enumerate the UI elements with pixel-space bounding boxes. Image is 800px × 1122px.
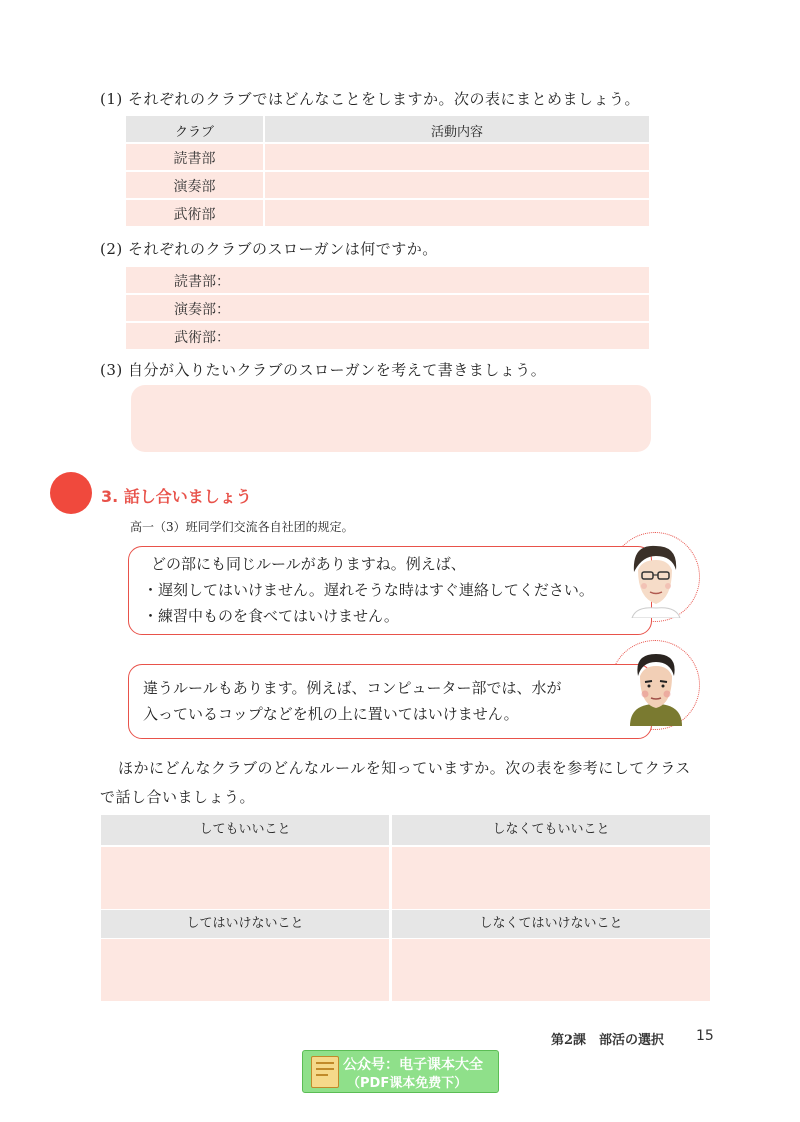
discussion-line-1: ほかにどんなクラブのどんなルールを知っていますか。次の表を参考にしてクラス — [118, 759, 691, 777]
table-row-label: 演奏部 — [173, 179, 216, 195]
slogan-label: 演奏部： — [174, 302, 230, 318]
rule-header: しなくてはいけないこと — [392, 910, 710, 938]
section-subtitle: 高一（3）班同学们交流各自社团的规定。 — [130, 520, 354, 534]
rule-table — [101, 815, 710, 1001]
rule-cell[interactable] — [392, 847, 710, 909]
table-row-label: 読書部 — [173, 151, 216, 167]
rule-cell[interactable] — [101, 847, 389, 909]
chapter-label: 第2課 部活の選択 — [551, 1033, 665, 1048]
speech-bubble-1 — [128, 546, 652, 635]
dialog-line: ・練習中ものを食べてはいけません。 — [143, 607, 399, 625]
activity-cell[interactable] — [265, 200, 649, 226]
slogan-table — [126, 267, 649, 349]
question-2: (2) それぞれのクラブのスローガンは何ですか。 — [100, 240, 438, 258]
rule-cell[interactable] — [101, 939, 389, 1001]
dialog-line: どの部にも同じルールがありますね。例えば、 — [151, 555, 466, 573]
table-header-club: クラブ — [174, 125, 214, 140]
rule-cell[interactable] — [392, 939, 710, 1001]
slogan-label: 武術部： — [174, 330, 230, 346]
page-number: 15 — [696, 1028, 714, 1044]
activity-cell[interactable] — [265, 144, 649, 170]
slogan-answer-box[interactable] — [131, 385, 651, 452]
activity-cell[interactable] — [265, 172, 649, 198]
discussion-line-2: で話し合いましょう。 — [100, 788, 256, 806]
question-1: (1) それぞれのクラブではどんなことをしますか。次の表にまとめましょう。 — [100, 90, 640, 108]
watermark-line-2: （PDF课本免费下） — [347, 1076, 468, 1091]
table-header-activity: 活動内容 — [430, 125, 483, 140]
rule-header: してはいけないこと — [101, 910, 389, 938]
activity-table — [126, 116, 649, 226]
table-row-label: 武術部 — [173, 207, 216, 223]
watermark-banner — [302, 1050, 499, 1093]
book-icon — [311, 1056, 339, 1088]
speech-bubble-2 — [128, 664, 652, 739]
rule-header: しなくてもいいこと — [392, 815, 710, 845]
watermark-line-1: 公众号：电子课本大全 — [343, 1057, 483, 1073]
question-3: (3) 自分が入りたいクラブのスローガンを考えて書きましょう。 — [100, 361, 547, 379]
student-glasses-avatar — [612, 534, 696, 618]
section-circle-icon — [50, 472, 92, 514]
section-title: 3. 話し合いましょう — [101, 487, 252, 506]
rule-header: してもいいこと — [101, 815, 389, 845]
slogan-label: 読書部： — [174, 274, 230, 290]
student-hoodie-avatar — [612, 642, 696, 726]
dialog-line: 違うルールもあります。例えば、コンピューター部では、水が — [143, 679, 562, 697]
dialog-line: ・遅刻してはいけません。遅れそうな時はすぐ連絡してください。 — [143, 581, 594, 599]
dialog-line: 入っているコップなどを机の上に置いてはいけません。 — [143, 705, 519, 723]
